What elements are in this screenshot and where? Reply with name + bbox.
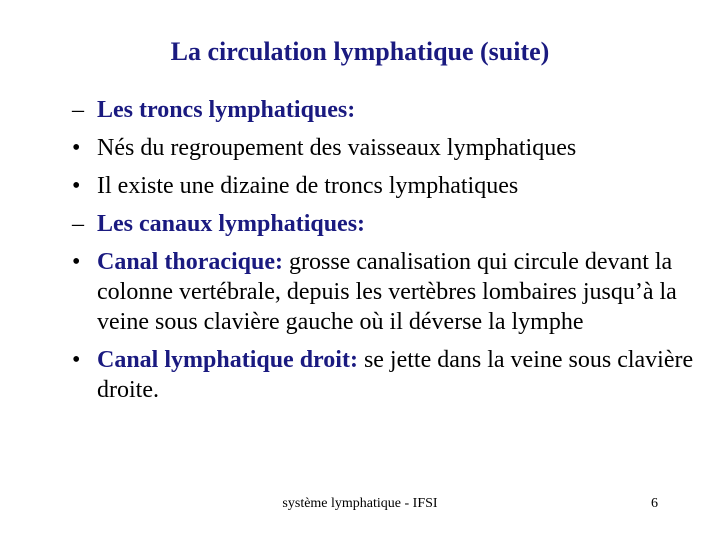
list-item: [70, 171, 710, 201]
bullet-marker: •: [72, 249, 81, 275]
item-heading: Les canaux lymphatiques:: [97, 211, 366, 237]
list-item: [70, 345, 710, 405]
footer-text: système lymphatique - IFSI: [282, 496, 438, 511]
list-item: [70, 247, 710, 337]
bullet-marker: •: [72, 347, 81, 373]
page-number: 6: [651, 496, 658, 511]
bullet-marker: •: [72, 135, 81, 161]
item-heading: Canal lymphatique droit:: [97, 347, 358, 373]
dash-marker: –: [72, 211, 84, 237]
bullet-list: [70, 95, 710, 413]
slide-title: La circulation lymphatique (suite): [170, 37, 550, 66]
dash-marker: –: [72, 97, 84, 123]
item-text: grosse canalisation qui circule devant la colonne vertébrale, depuis les vertèbres lombaires jusqu’à la veine sous clavière gauche où il déverse la lymphe: [97, 249, 677, 335]
item-text: se jette dans la veine sous clavière droite.: [97, 347, 694, 403]
item-text: Il existe une dizaine de troncs lymphatiques: [97, 173, 519, 199]
item-heading: Les troncs lymphatiques:: [97, 97, 356, 123]
item-text: Nés du regroupement des vaisseaux lymphatiques: [97, 135, 577, 161]
list-item: [70, 133, 710, 163]
bullet-marker: •: [72, 173, 81, 199]
item-heading: Canal thoracique:: [97, 249, 283, 275]
list-item: [70, 95, 710, 125]
list-item: [70, 209, 710, 239]
